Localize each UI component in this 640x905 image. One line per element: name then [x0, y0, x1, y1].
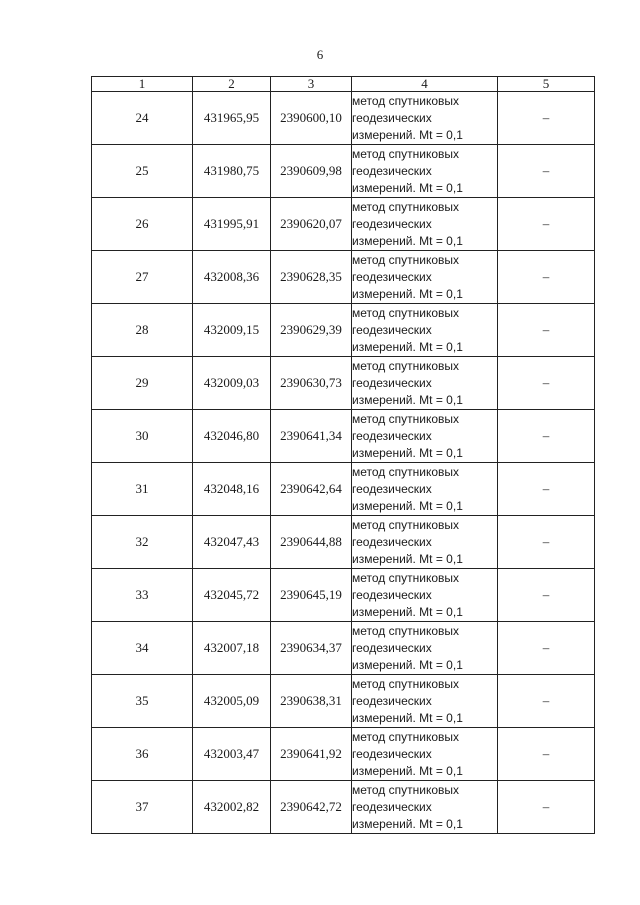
point-number-cell: 25	[92, 145, 193, 198]
point-number-cell: 31	[92, 463, 193, 516]
method-line: геодезических	[352, 163, 432, 178]
description-cell: –	[498, 516, 595, 569]
coordinate-x-cell: 432046,80	[193, 410, 271, 463]
method-cell	[352, 569, 498, 622]
method-cell	[352, 304, 498, 357]
description-cell: –	[498, 622, 595, 675]
method-line: геодезических	[352, 269, 432, 284]
method-line: измерений. Mt = 0,1	[352, 180, 463, 195]
table-row	[92, 622, 595, 675]
coordinate-y-cell: 2390638,31	[271, 675, 352, 728]
method-line: измерений. Mt = 0,1	[352, 286, 463, 301]
method-line: метод спутниковых	[352, 358, 460, 373]
coordinate-y-cell: 2390641,34	[271, 410, 352, 463]
coordinate-x-cell: 432045,72	[193, 569, 271, 622]
table-header-row	[92, 77, 595, 92]
method-line: измерений. Mt = 0,1	[352, 498, 463, 513]
table-row	[92, 92, 595, 145]
point-number-cell: 30	[92, 410, 193, 463]
point-number-cell: 33	[92, 569, 193, 622]
method-cell	[352, 198, 498, 251]
method-line: геодезических	[352, 375, 432, 390]
table-row	[92, 357, 595, 410]
coordinate-x-cell: 432005,09	[193, 675, 271, 728]
method-line: геодезических	[352, 216, 432, 231]
description-cell: –	[498, 569, 595, 622]
method-cell	[352, 781, 498, 834]
coordinate-x-cell: 432007,18	[193, 622, 271, 675]
method-cell	[352, 92, 498, 145]
coordinate-x-cell: 432002,82	[193, 781, 271, 834]
point-number-cell: 26	[92, 198, 193, 251]
method-line: измерений. Mt = 0,1	[352, 339, 463, 354]
table-row	[92, 516, 595, 569]
column-header: 5	[498, 77, 595, 92]
coordinate-y-cell: 2390630,73	[271, 357, 352, 410]
method-cell	[352, 251, 498, 304]
table-row	[92, 145, 595, 198]
point-number-cell: 36	[92, 728, 193, 781]
description-cell: –	[498, 781, 595, 834]
coordinate-x-cell: 432048,16	[193, 463, 271, 516]
method-line: измерений. Mt = 0,1	[352, 233, 463, 248]
description-cell: –	[498, 304, 595, 357]
coordinate-x-cell: 432009,15	[193, 304, 271, 357]
method-line: метод спутниковых	[352, 623, 460, 638]
method-line: геодезических	[352, 693, 432, 708]
coordinate-y-cell: 2390628,35	[271, 251, 352, 304]
description-cell: –	[498, 145, 595, 198]
coordinates-table	[91, 76, 595, 834]
table-row	[92, 463, 595, 516]
table-row	[92, 728, 595, 781]
method-line: измерений. Mt = 0,1	[352, 551, 463, 566]
coordinate-y-cell: 2390629,39	[271, 304, 352, 357]
method-cell	[352, 463, 498, 516]
method-cell	[352, 728, 498, 781]
table-row	[92, 410, 595, 463]
column-header: 1	[92, 77, 193, 92]
method-line: геодезических	[352, 110, 432, 125]
method-line: геодезических	[352, 481, 432, 496]
column-header: 3	[271, 77, 352, 92]
method-cell	[352, 145, 498, 198]
method-line: метод спутниковых	[352, 146, 460, 161]
method-line: метод спутниковых	[352, 464, 460, 479]
coordinate-x-cell: 432047,43	[193, 516, 271, 569]
method-line: метод спутниковых	[352, 782, 460, 797]
description-cell: –	[498, 675, 595, 728]
point-number-cell: 37	[92, 781, 193, 834]
method-line: геодезических	[352, 640, 432, 655]
method-line: измерений. Mt = 0,1	[352, 127, 463, 142]
table-row	[92, 198, 595, 251]
table-row	[92, 781, 595, 834]
table-row	[92, 569, 595, 622]
method-line: геодезических	[352, 322, 432, 337]
coordinate-y-cell: 2390609,98	[271, 145, 352, 198]
method-line: измерений. Mt = 0,1	[352, 763, 463, 778]
method-line: метод спутниковых	[352, 411, 460, 426]
method-line: измерений. Mt = 0,1	[352, 657, 463, 672]
coordinate-y-cell: 2390642,64	[271, 463, 352, 516]
page-number: 6	[316, 47, 324, 62]
table-row	[92, 251, 595, 304]
coordinate-x-cell: 432009,03	[193, 357, 271, 410]
description-cell: –	[498, 357, 595, 410]
method-line: измерений. Mt = 0,1	[352, 710, 463, 725]
coordinate-y-cell: 2390641,92	[271, 728, 352, 781]
table-row	[92, 304, 595, 357]
method-cell	[352, 516, 498, 569]
column-header: 4	[352, 77, 498, 92]
method-line: метод спутниковых	[352, 93, 460, 108]
method-cell	[352, 675, 498, 728]
point-number-cell: 24	[92, 92, 193, 145]
coordinate-y-cell: 2390600,10	[271, 92, 352, 145]
method-line: метод спутниковых	[352, 570, 460, 585]
method-line: метод спутниковых	[352, 305, 460, 320]
method-line: измерений. Mt = 0,1	[352, 445, 463, 460]
method-line: измерений. Mt = 0,1	[352, 816, 463, 831]
coordinate-y-cell: 2390644,88	[271, 516, 352, 569]
coordinate-y-cell: 2390642,72	[271, 781, 352, 834]
method-line: метод спутниковых	[352, 676, 460, 691]
column-header: 2	[193, 77, 271, 92]
coordinate-x-cell: 432003,47	[193, 728, 271, 781]
point-number-cell: 27	[92, 251, 193, 304]
point-number-cell: 28	[92, 304, 193, 357]
coordinate-y-cell: 2390620,07	[271, 198, 352, 251]
method-line: измерений. Mt = 0,1	[352, 604, 463, 619]
coordinate-x-cell: 431995,91	[193, 198, 271, 251]
coordinate-y-cell: 2390645,19	[271, 569, 352, 622]
method-line: метод спутниковых	[352, 199, 460, 214]
method-line: геодезических	[352, 587, 432, 602]
coordinate-x-cell: 431965,95	[193, 92, 271, 145]
coordinate-x-cell: 432008,36	[193, 251, 271, 304]
coordinate-y-cell: 2390634,37	[271, 622, 352, 675]
method-line: геодезических	[352, 746, 432, 761]
method-line: геодезических	[352, 799, 432, 814]
method-line: измерений. Mt = 0,1	[352, 392, 463, 407]
description-cell: –	[498, 198, 595, 251]
table-row	[92, 675, 595, 728]
description-cell: –	[498, 463, 595, 516]
description-cell: –	[498, 728, 595, 781]
point-number-cell: 29	[92, 357, 193, 410]
coordinate-x-cell: 431980,75	[193, 145, 271, 198]
method-cell	[352, 357, 498, 410]
method-line: геодезических	[352, 534, 432, 549]
method-cell	[352, 410, 498, 463]
point-number-cell: 35	[92, 675, 193, 728]
description-cell: –	[498, 251, 595, 304]
point-number-cell: 34	[92, 622, 193, 675]
method-line: геодезических	[352, 428, 432, 443]
table-body	[92, 92, 595, 834]
description-cell: –	[498, 92, 595, 145]
method-line: метод спутниковых	[352, 517, 460, 532]
point-number-cell: 32	[92, 516, 193, 569]
method-cell	[352, 622, 498, 675]
method-line: метод спутниковых	[352, 729, 460, 744]
method-line: метод спутниковых	[352, 252, 460, 267]
description-cell: –	[498, 410, 595, 463]
